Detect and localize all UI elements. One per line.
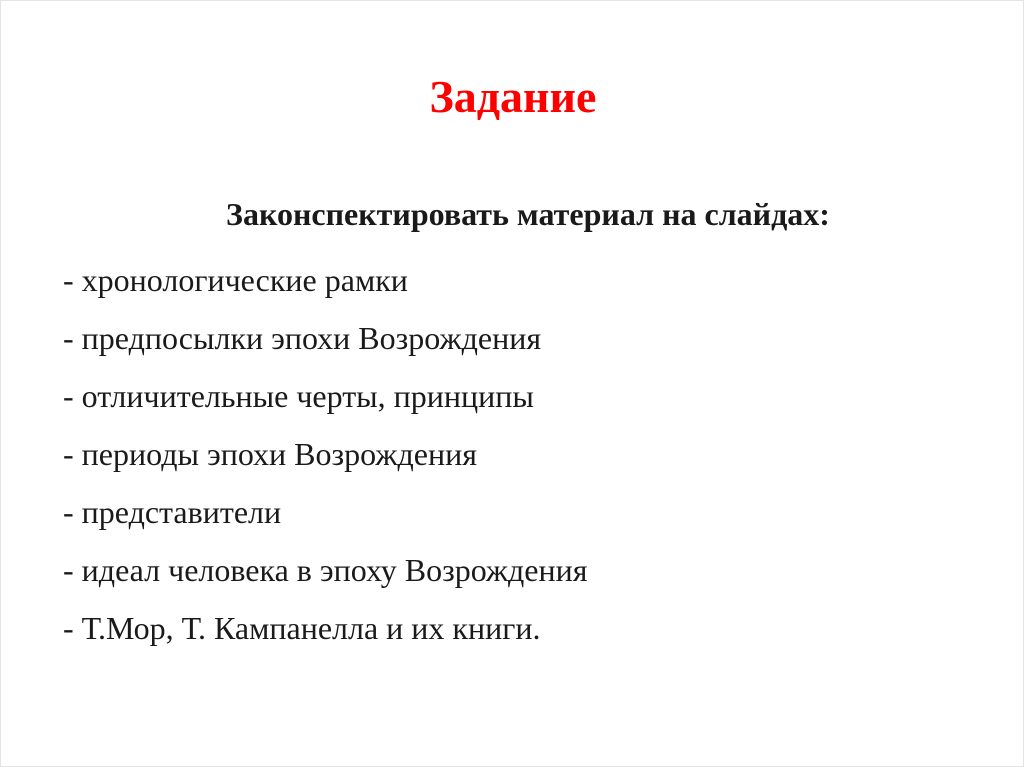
list-item: - отличительные черты, принципы xyxy=(63,378,534,414)
list-item: - предпосылки эпохи Возрождения xyxy=(63,320,542,356)
list-item: - хронологические рамки xyxy=(63,262,408,298)
slide-title: Задание xyxy=(429,71,597,122)
task-list xyxy=(63,251,587,657)
task-heading: Законспектировать материал на слайдах: xyxy=(226,196,830,232)
list-item: - Т.Мор, Т. Кампанелла и их книги. xyxy=(63,610,541,646)
list-item: - идеал человека в эпоху Возрождения xyxy=(63,552,588,588)
list-item: - представители xyxy=(63,494,282,530)
list-item: - периоды эпохи Возрождения xyxy=(63,436,477,472)
